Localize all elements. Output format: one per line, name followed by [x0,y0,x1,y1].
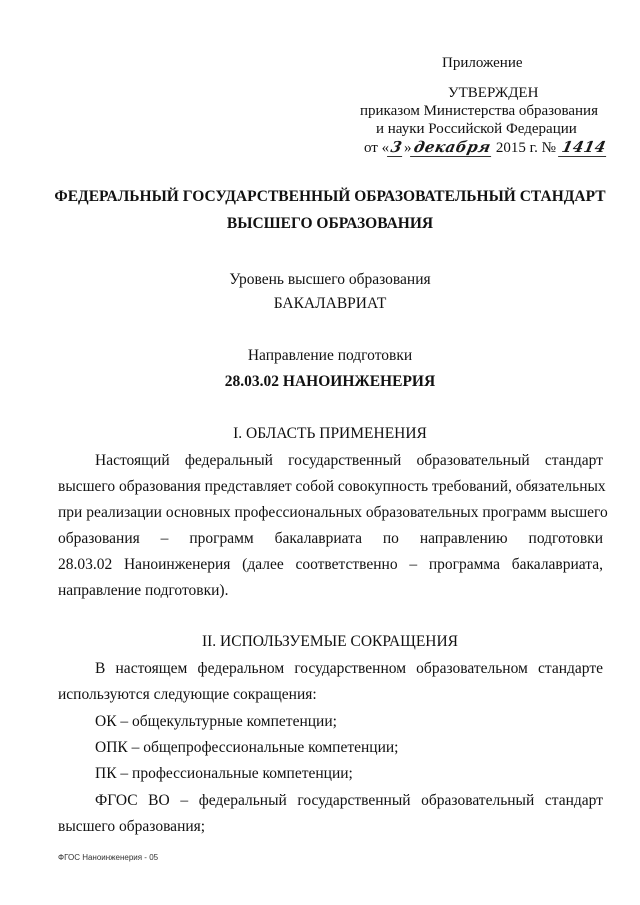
paragraph-line: Настоящий федеральный государственный образовательный стандарт [95,452,603,469]
paragraph-line: направление подготовки). [58,582,229,599]
page-footer: ФГОС Наноинженерия - 05 [58,853,159,862]
section-2-heading: II. ИСПОЛЬЗУЕМЫЕ СОКРАЩЕНИЯ [201,633,459,650]
abbreviation-item: ОК – общекультурные компетенции; [95,713,337,730]
direction-label: Направление подготовки [247,347,413,364]
paragraph-line: высшего образования представляет собой совокупность требований, обязательных [58,478,606,495]
paragraph-line: В настоящем федеральном государственном образовательном стандарте [95,660,603,677]
date-month-handwritten: декабря [410,138,495,157]
paragraph-line: используются следующие сокращения: [58,686,317,703]
paragraph-line: ФГОС ВО – федеральный государственный образовательный стандарт [95,792,603,809]
order-line-1: приказом Министерства образования [360,103,598,119]
approved-label: УТВЕРЖДЕН [448,85,539,101]
order-line-2: и науки Российской Федерации [376,121,577,137]
abbreviation-item: ОПК – общепрофессиональные компетенции; [95,739,399,756]
date-day-handwritten: 3 [387,138,406,157]
date-mid: » [404,140,412,156]
document-title-line-2: ВЫСШЕГО ОБРАЗОВАНИЯ [226,215,434,232]
fgos-abbreviation [58,788,603,840]
section-1-paragraph [58,448,608,604]
level-label: Уровень высшего образования [229,271,431,288]
level-value: БАКАЛАВРИАТ [273,295,387,312]
appendix-label: Приложение [442,55,523,71]
date-prefix: от « [364,140,390,156]
section-1-heading: I. ОБЛАСТЬ ПРИМЕНЕНИЯ [233,425,427,442]
date-year: 2015 г. № [495,140,556,156]
paragraph-line: высшего образования; [58,818,206,835]
paragraph-line: при реализации основных профессиональных образовательных программ высшего [58,504,608,521]
abbreviation-item: ПК – профессиональные компетенции; [95,765,353,782]
paragraph-line: 28.03.02 Наноинженерия (далее соответственно – программа бакалавриата, [58,556,603,573]
paragraph-line: образования – программ бакалавриата по направлению подготовки [58,530,603,547]
document-title-line-1: ФЕДЕРАЛЬНЫЙ ГОСУДАРСТВЕННЫЙ ОБРАЗОВАТЕЛЬНЫЙ СТАНДАРТ [54,188,606,205]
order-date-line [364,138,607,157]
order-number-handwritten: 1414 [558,138,610,157]
section-2-intro [58,656,603,708]
direction-value: 28.03.02 НАНОИНЖЕНЕРИЯ [224,373,436,390]
